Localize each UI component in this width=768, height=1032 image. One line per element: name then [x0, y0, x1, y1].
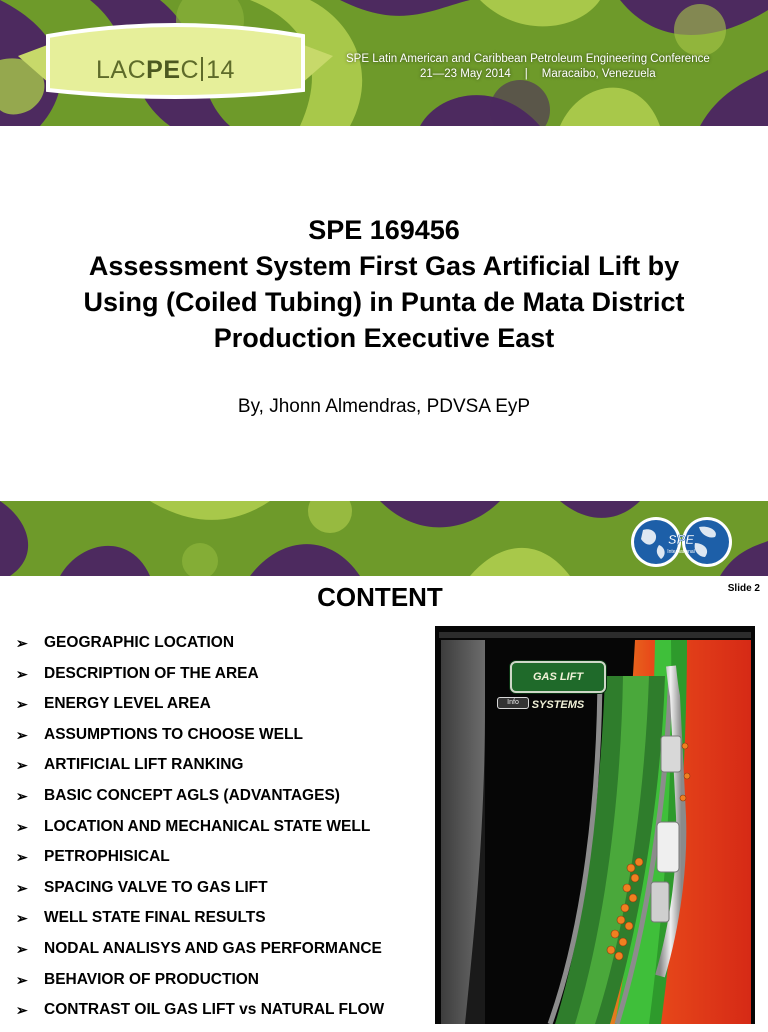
bullet-arrow-icon: ➢ — [16, 635, 28, 651]
list-item-label: ENERGY LEVEL AREA — [44, 695, 211, 713]
list-item-label: BEHAVIOR OF PRODUCTION — [44, 970, 259, 988]
bullet-arrow-icon: ➢ — [16, 940, 28, 957]
footer-banner — [0, 501, 768, 576]
title-line: Production Executive East — [213, 323, 555, 353]
gas-lift-illustration — [435, 626, 755, 1024]
conference-location: Maracaibo, Venezuela — [541, 68, 656, 80]
list-item-label: CONTRAST OIL GAS LIFT vs NATURAL FLOW — [44, 1001, 385, 1019]
bullet-arrow-icon: ➢ — [16, 879, 28, 896]
spe-international-logo — [629, 515, 734, 569]
bullet-arrow-icon: ➢ — [16, 818, 28, 835]
conference-separator: | — [524, 68, 528, 80]
spe-globe-icon — [629, 515, 734, 569]
content-heading: CONTENT — [317, 582, 443, 612]
list-item — [16, 909, 384, 940]
lacpec-logo-badge — [18, 14, 333, 104]
conference-info — [346, 52, 766, 82]
bullet-arrow-icon: ➢ — [16, 726, 28, 743]
list-item — [16, 665, 384, 696]
logo-suffix: C — [180, 56, 200, 84]
bullet-arrow-icon: ➢ — [16, 971, 28, 988]
title-line: SPE 169456 — [308, 215, 460, 245]
logo-number: 14 — [206, 56, 235, 84]
list-item-label: PETROPHISICAL — [44, 848, 170, 866]
list-item — [16, 1001, 384, 1032]
list-item — [16, 971, 384, 1002]
list-item — [16, 695, 384, 726]
lacpec-logo-text — [96, 56, 235, 85]
conference-banner — [0, 0, 768, 126]
logo-bold: PE — [146, 56, 181, 84]
list-item — [16, 726, 384, 757]
list-item-label: BASIC CONCEPT AGLS (ADVANTAGES) — [44, 786, 340, 804]
list-item-label: DESCRIPTION OF THE AREA — [44, 664, 259, 682]
list-item — [16, 756, 384, 787]
conference-dates: 21—23 May 2014 — [420, 68, 511, 80]
bullet-arrow-icon: ➢ — [16, 787, 28, 804]
list-item — [16, 940, 384, 971]
title-line: Using (Coiled Tubing) in Punta de Mata District — [83, 287, 685, 317]
list-item-label: NODAL ANALISYS AND GAS PERFORMANCE — [44, 939, 382, 957]
list-item — [16, 879, 384, 910]
list-item — [16, 787, 384, 818]
list-item — [16, 634, 384, 665]
bullet-arrow-icon: ➢ — [16, 696, 28, 713]
list-item-label: SPACING VALVE TO GAS LIFT — [44, 878, 268, 896]
gas-lift-systems-tag: GAS LIFT SYSTEMS — [510, 661, 606, 693]
list-item-label: ASSUMPTIONS TO CHOOSE WELL — [44, 725, 303, 743]
list-item-label: GEOGRAPHIC LOCATION — [44, 634, 235, 651]
bullet-arrow-icon: ➢ — [16, 849, 28, 866]
bullet-arrow-icon: ➢ — [16, 910, 28, 927]
list-item — [16, 818, 384, 849]
spe-logo-subtext: International — [667, 549, 695, 555]
bullet-arrow-icon: ➢ — [16, 1002, 28, 1019]
logo-prefix: LAC — [96, 56, 147, 84]
paper-title — [20, 212, 748, 356]
list-item — [16, 848, 384, 879]
list-item-label: LOCATION AND MECHANICAL STATE WELL — [44, 817, 371, 835]
info-button: Info — [497, 697, 529, 709]
bullet-arrow-icon: ➢ — [16, 757, 28, 774]
list-item-label: WELL STATE FINAL RESULTS — [44, 909, 266, 927]
logo-divider — [201, 57, 203, 81]
author-byline: By, Jhonn Almendras, PDVSA EyP — [237, 396, 531, 417]
list-item-label: ARTIFICIAL LIFT RANKING — [44, 756, 244, 774]
content-list — [16, 634, 384, 1032]
conference-date-location — [346, 67, 766, 82]
bullet-arrow-icon: ➢ — [16, 665, 28, 682]
title-line: Assessment System First Gas Artificial Lift by — [88, 251, 680, 281]
content-slide — [0, 576, 768, 1024]
slide-number: Slide 2 — [727, 583, 760, 594]
conference-name: SPE Latin American and Caribbean Petroleum Engineering Conference — [346, 53, 710, 65]
spe-logo-text: SPE — [667, 532, 695, 547]
title-slide — [0, 126, 768, 502]
